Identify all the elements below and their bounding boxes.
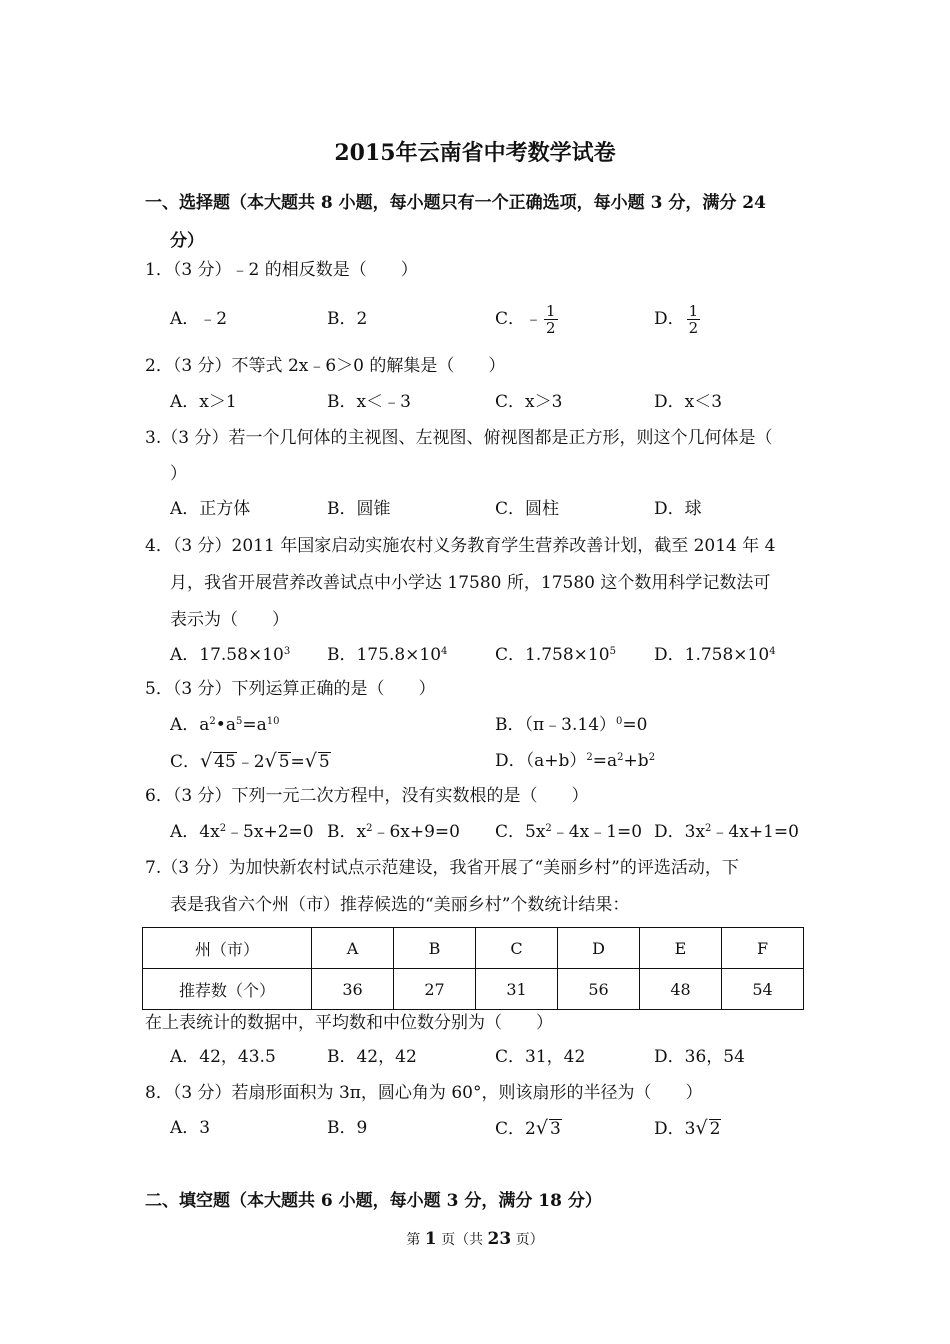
q6-a-e: 2	[219, 823, 227, 834]
q5-b-e: 0	[616, 716, 623, 727]
q2-option-a: A．x＞1	[170, 392, 237, 412]
q8-option-c	[495, 1117, 562, 1140]
section-2-heading: 二、填空题（本大题共 6 小题，每小题 3 分，满分 18 分）	[145, 1191, 602, 1211]
q5-c-radicand-2: 5	[278, 752, 290, 772]
q5-option-d	[495, 750, 655, 772]
page-footer	[0, 1229, 950, 1249]
footer-page-number: 1	[424, 1229, 437, 1249]
page-title: 2015年云南省中考数学试卷	[334, 140, 616, 166]
statistics-table	[142, 927, 804, 1010]
table-cell: F	[722, 928, 804, 969]
table-cell: B	[394, 928, 476, 969]
q5-c-t1: C．	[170, 752, 201, 772]
q1-c-denominator: 2	[546, 319, 556, 337]
sqrt-icon: √	[535, 1117, 548, 1139]
section-1-heading: 一、选择题（本大题共 8 小题，每小题只有一个正确选项，每小题 3 分，满分 24	[145, 193, 766, 213]
q4-option-b	[327, 644, 447, 666]
q1-option-a: A．﹣2	[170, 309, 228, 329]
q5-a-e3: 10	[266, 716, 280, 727]
q1-d-denominator: 2	[688, 319, 699, 337]
q5-d-e1: 2	[586, 752, 593, 763]
q6-a-t2: ﹣5x+2=0	[226, 822, 314, 842]
q4-option-d	[654, 644, 776, 666]
question-3-stem-cont: ）	[170, 464, 187, 484]
q4-d-exponent: 4	[769, 646, 776, 657]
q5-d-t2: =a	[592, 751, 618, 771]
q8-c-coef: C．2	[495, 1119, 536, 1139]
table-cell: 48	[640, 969, 722, 1010]
question-7-stem: 7.（3 分）为加快新农村试点示范建设，我省开展了“美丽乡村”的评选活动，下	[145, 858, 739, 878]
q5-c-radicand-1: 45	[214, 752, 236, 772]
q4-a-exponent: 3	[283, 646, 291, 657]
q4-option-a	[170, 644, 290, 666]
q5-d-e2: 2	[617, 752, 624, 763]
q4-d-base: D．1.758×10	[654, 645, 770, 665]
q6-c-e: 2	[545, 823, 552, 834]
q3-option-c: C．圆柱	[495, 499, 560, 519]
question-1-stem: 1．（3 分）﹣2 的相反数是（ ）	[145, 260, 418, 280]
table-header-row	[143, 928, 804, 969]
table-cell: D	[558, 928, 640, 969]
q6-d-t1: D．3x	[654, 822, 706, 842]
q4-a-base: A．17.58×10	[170, 645, 284, 665]
q5-d-t1: D．（a+b）	[495, 751, 587, 771]
question-7-followup: 在上表统计的数据中，平均数和中位数分别为（ ）	[145, 1013, 553, 1033]
footer-total-pages: 23	[487, 1229, 512, 1249]
q6-b-t2: ﹣6x+9=0	[372, 822, 460, 842]
q5-d-t3: +b	[623, 751, 649, 771]
q6-c-t1: C．5x	[495, 822, 546, 842]
table-cell: 31	[476, 969, 558, 1010]
q5-b-t1: B．（π﹣3.14）	[495, 715, 617, 735]
q1-d-fraction	[687, 303, 701, 336]
sqrt-icon: √	[200, 750, 213, 772]
q2-option-c: C．x＞3	[495, 392, 563, 412]
q8-option-b: B．9	[327, 1118, 368, 1138]
q5-option-c	[170, 750, 331, 773]
q8-d-radicand: 2	[709, 1119, 721, 1139]
q6-c-t2: ﹣4x﹣1=0	[551, 822, 643, 842]
table-cell: 州（市）	[143, 928, 312, 969]
q5-a-t2: •a	[215, 715, 236, 735]
table-cell: 推荐数（个）	[143, 969, 312, 1010]
q1-option-c-prefix: C．﹣	[495, 309, 543, 329]
sqrt-icon: √	[304, 750, 317, 772]
q6-b-e: 2	[366, 823, 373, 834]
q7-option-c: C．31，42	[495, 1047, 586, 1067]
q5-a-t3: =a	[242, 715, 267, 735]
q5-c-t3: =	[290, 752, 305, 772]
q5-option-a	[170, 714, 279, 736]
q5-c-radicand-3: 5	[318, 752, 330, 772]
footer-prefix: 第	[406, 1232, 425, 1248]
q3-option-d: D．球	[654, 499, 702, 519]
q8-c-radicand: 3	[549, 1119, 561, 1139]
q1-option-c	[495, 300, 558, 338]
table-cell: 36	[312, 969, 394, 1010]
q1-option-d	[654, 300, 700, 338]
section-1-heading-cont: 分）	[170, 231, 204, 251]
question-4-stem: 4．（3 分）2011 年国家启动实施农村义务教育学生营养改善计划，截至 2014 年 4	[145, 536, 776, 556]
q6-option-d	[654, 821, 799, 843]
q4-c-base: C．1.758×10	[495, 645, 610, 665]
table-cell: E	[640, 928, 722, 969]
q3-option-a: A．正方体	[170, 499, 251, 519]
question-2-stem: 2．（3 分）不等式 2x﹣6＞0 的解集是（ ）	[145, 356, 506, 376]
question-4-stem-cont: 月，我省开展营养改善试点中小学达 17580 所，17580 这个数用科学记数法可	[170, 573, 771, 593]
q6-b-t1: B．x	[327, 822, 367, 842]
table-row	[143, 969, 804, 1010]
question-4-stem-cont2: 表示为（ ）	[170, 610, 289, 630]
q6-option-c	[495, 821, 642, 843]
q2-option-b: B．x＜﹣3	[327, 392, 411, 412]
q7-option-a: A．42，43.5	[170, 1047, 276, 1067]
q1-c-fraction	[544, 303, 558, 336]
q8-option-d	[654, 1117, 721, 1140]
table-cell: C	[476, 928, 558, 969]
question-8-stem: 8．（3 分）若扇形面积为 3π，圆心角为 60°，则该扇形的半径为（ ）	[145, 1083, 703, 1103]
q5-c-t2: ﹣2	[236, 752, 265, 772]
q1-c-numerator: 1	[546, 302, 556, 320]
q1-option-d-prefix: D．	[654, 309, 685, 329]
sqrt-icon: √	[695, 1117, 708, 1139]
q2-option-d: D．x＜3	[654, 392, 723, 412]
q5-d-e3: 2	[648, 752, 656, 763]
sqrt-icon: √	[264, 750, 277, 772]
q1-d-numerator: 1	[688, 302, 699, 320]
q4-c-exponent: 5	[609, 646, 616, 657]
question-6-stem: 6．（3 分）下列一元二次方程中，没有实数根的是（ ）	[145, 786, 589, 806]
q8-option-a: A．3	[170, 1118, 211, 1138]
footer-suffix: 页）	[511, 1232, 544, 1248]
question-5-stem: 5．（3 分）下列运算正确的是（ ）	[145, 679, 436, 699]
q5-b-t2: =0	[622, 715, 648, 735]
q3-option-b: B．圆锥	[327, 499, 391, 519]
q6-d-t2: ﹣4x+1=0	[711, 822, 799, 842]
table-cell: 56	[558, 969, 640, 1010]
q8-d-coef: D．3	[654, 1119, 696, 1139]
q6-option-a	[170, 821, 314, 843]
q6-option-b	[327, 821, 460, 843]
q6-d-e: 2	[705, 823, 712, 834]
q1-option-b: B．2	[327, 309, 368, 329]
question-3-stem: 3.（3 分）若一个几何体的主视图、左视图、俯视图都是正方形，则这个几何体是（	[145, 428, 773, 448]
q5-a-e1: 2	[209, 716, 216, 727]
q5-option-b	[495, 714, 647, 736]
q4-option-c	[495, 644, 616, 666]
q4-b-exponent: 4	[441, 646, 448, 657]
table-cell: 27	[394, 969, 476, 1010]
q5-a-t1: A．a	[170, 715, 210, 735]
q7-option-b: B．42，42	[327, 1047, 417, 1067]
table-cell: A	[312, 928, 394, 969]
table-cell: 54	[722, 969, 804, 1010]
q4-b-base: B．175.8×10	[327, 645, 442, 665]
q5-a-e2: 5	[235, 716, 243, 727]
q7-option-d: D．36，54	[654, 1047, 745, 1067]
q6-a-t1: A．4x	[170, 822, 220, 842]
footer-middle: 页（共	[436, 1232, 488, 1248]
question-7-stem-cont: 表是我省六个州（市）推荐候选的“美丽乡村”个数统计结果：	[170, 895, 630, 915]
